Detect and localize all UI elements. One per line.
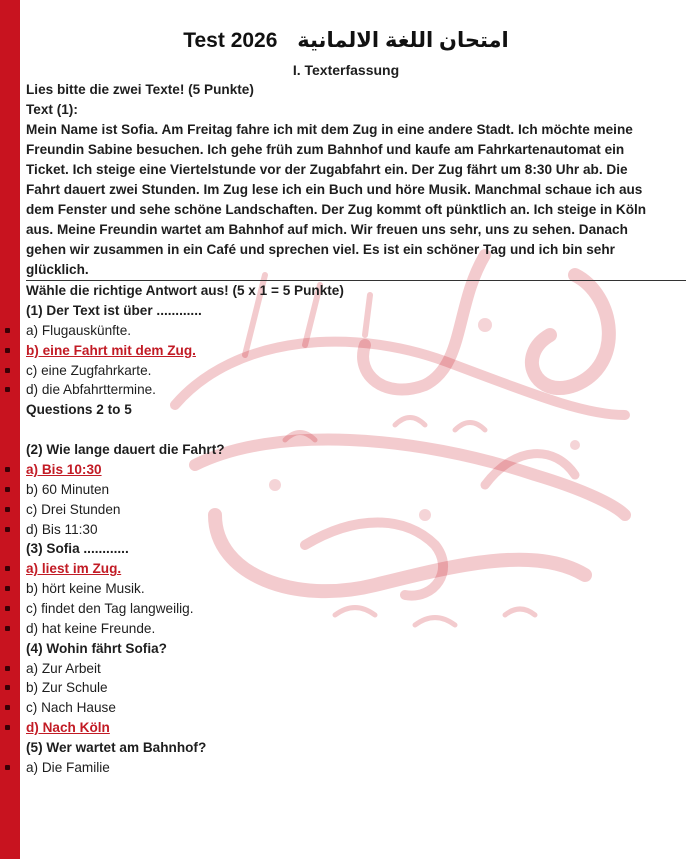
subheading: Questions 2 to 5 [26, 402, 132, 418]
passage-line: aus. Meine Freundin wartet am Bahnhof auf mich. Wir freuen uns sehr, uns zu sehen. Danach [26, 222, 628, 237]
answer-option-correct[interactable]: b) eine Fahrt mit dem Zug. [26, 341, 676, 361]
question-4: (4) Wohin fährt Sofia? [26, 640, 167, 656]
answer-option[interactable]: c) Nach Hause [26, 698, 676, 718]
bullet-icon [5, 705, 10, 710]
page-title [26, 28, 666, 53]
passage-line: gehen wir zusammen in ein Café und sprechen viel. Es ist ein schöner Tag und ich bin sehr [26, 242, 615, 257]
question-3: (3) Sofia ............ [26, 541, 129, 557]
answer-option[interactable]: b) Zur Schule [26, 678, 676, 698]
passage-line: dem Fenster und sehe schöne Landschaften. Der Zug kommt oft pünktlich an. Ich steige in Köln [26, 202, 647, 217]
question-5: (5) Wer wartet am Bahnhof? [26, 739, 207, 755]
answer-option[interactable]: a) Zur Arbeit [26, 659, 676, 679]
bullet-icon [5, 387, 10, 392]
answer-option[interactable]: b) hört keine Musik. [26, 579, 676, 599]
exam-content [26, 80, 676, 778]
bullet-icon [5, 666, 10, 671]
title-arabic: امتحان اللغة الالمانية [297, 29, 509, 52]
passage-line: Fahrt dauert zwei Stunden. Im Zug lese ich ein Buch und höre Musik. Manchmal schaue ich aus [26, 182, 643, 197]
bullet-icon [5, 685, 10, 690]
passage-line: glücklich. [26, 262, 89, 277]
choose-instruction: Wähle die richtige Antwort aus! (5 x 1 = 5 Punkte) [26, 283, 344, 298]
bullet-icon [5, 725, 10, 730]
passage-line: Mein Name ist Sofia. Am Freitag fahre ich mit dem Zug in eine andere Stadt. Ich möchte meine [26, 122, 633, 137]
bullet-icon [5, 507, 10, 512]
left-accent-bar [0, 0, 20, 859]
answer-option[interactable]: c) findet den Tag langweilig. [26, 599, 676, 619]
question-2: (2) Wie lange dauert die Fahrt? [26, 442, 225, 458]
bullet-icon [5, 606, 10, 611]
answer-option[interactable]: b) 60 Minuten [26, 480, 676, 500]
read-instruction: Lies bitte die zwei Texte! (5 Punkte) [26, 82, 254, 97]
answer-option-correct[interactable]: a) liest im Zug. [26, 559, 676, 579]
answer-option[interactable]: c) eine Zugfahrkarte. [26, 361, 676, 381]
answer-option[interactable]: d) hat keine Freunde. [26, 619, 676, 639]
question-1: (1) Der Text ist über ............ [26, 303, 202, 318]
passage-line: Freundin Sabine besuchen. Ich gehe früh zum Bahnhof und kaufe am Fahrkartenautomat ein [26, 142, 625, 157]
bullet-icon [5, 527, 10, 532]
bullet-icon [5, 348, 10, 353]
answer-option[interactable]: d) Bis 11:30 [26, 520, 676, 540]
bullet-icon [5, 626, 10, 631]
bullet-icon [5, 328, 10, 333]
bullet-icon [5, 487, 10, 492]
answer-option[interactable]: a) Die Familie [26, 758, 676, 778]
answer-option[interactable]: d) die Abfahrttermine. [26, 380, 676, 400]
bullet-icon [5, 368, 10, 373]
bullet-icon [5, 765, 10, 770]
answer-option[interactable]: c) Drei Stunden [26, 500, 676, 520]
passage-line: Ticket. Ich steige eine Viertelstunde vor der Zugabfahrt ein. Der Zug fährt um 8:30 Uhr ab. Die [26, 162, 628, 177]
bullet-icon [5, 566, 10, 571]
answer-option-correct[interactable]: a) Bis 10:30 [26, 460, 676, 480]
reading-passage [26, 120, 666, 280]
bullet-icon [5, 586, 10, 591]
answer-option-correct[interactable]: d) Nach Köln [26, 718, 676, 738]
section-heading: I. Texterfassung [292, 62, 400, 78]
answer-option[interactable]: a) Flugauskünfte. [26, 321, 676, 341]
text-label: Text (1): [26, 102, 78, 117]
bullet-icon [5, 467, 10, 472]
title-latin: Test 2026 [183, 29, 278, 52]
